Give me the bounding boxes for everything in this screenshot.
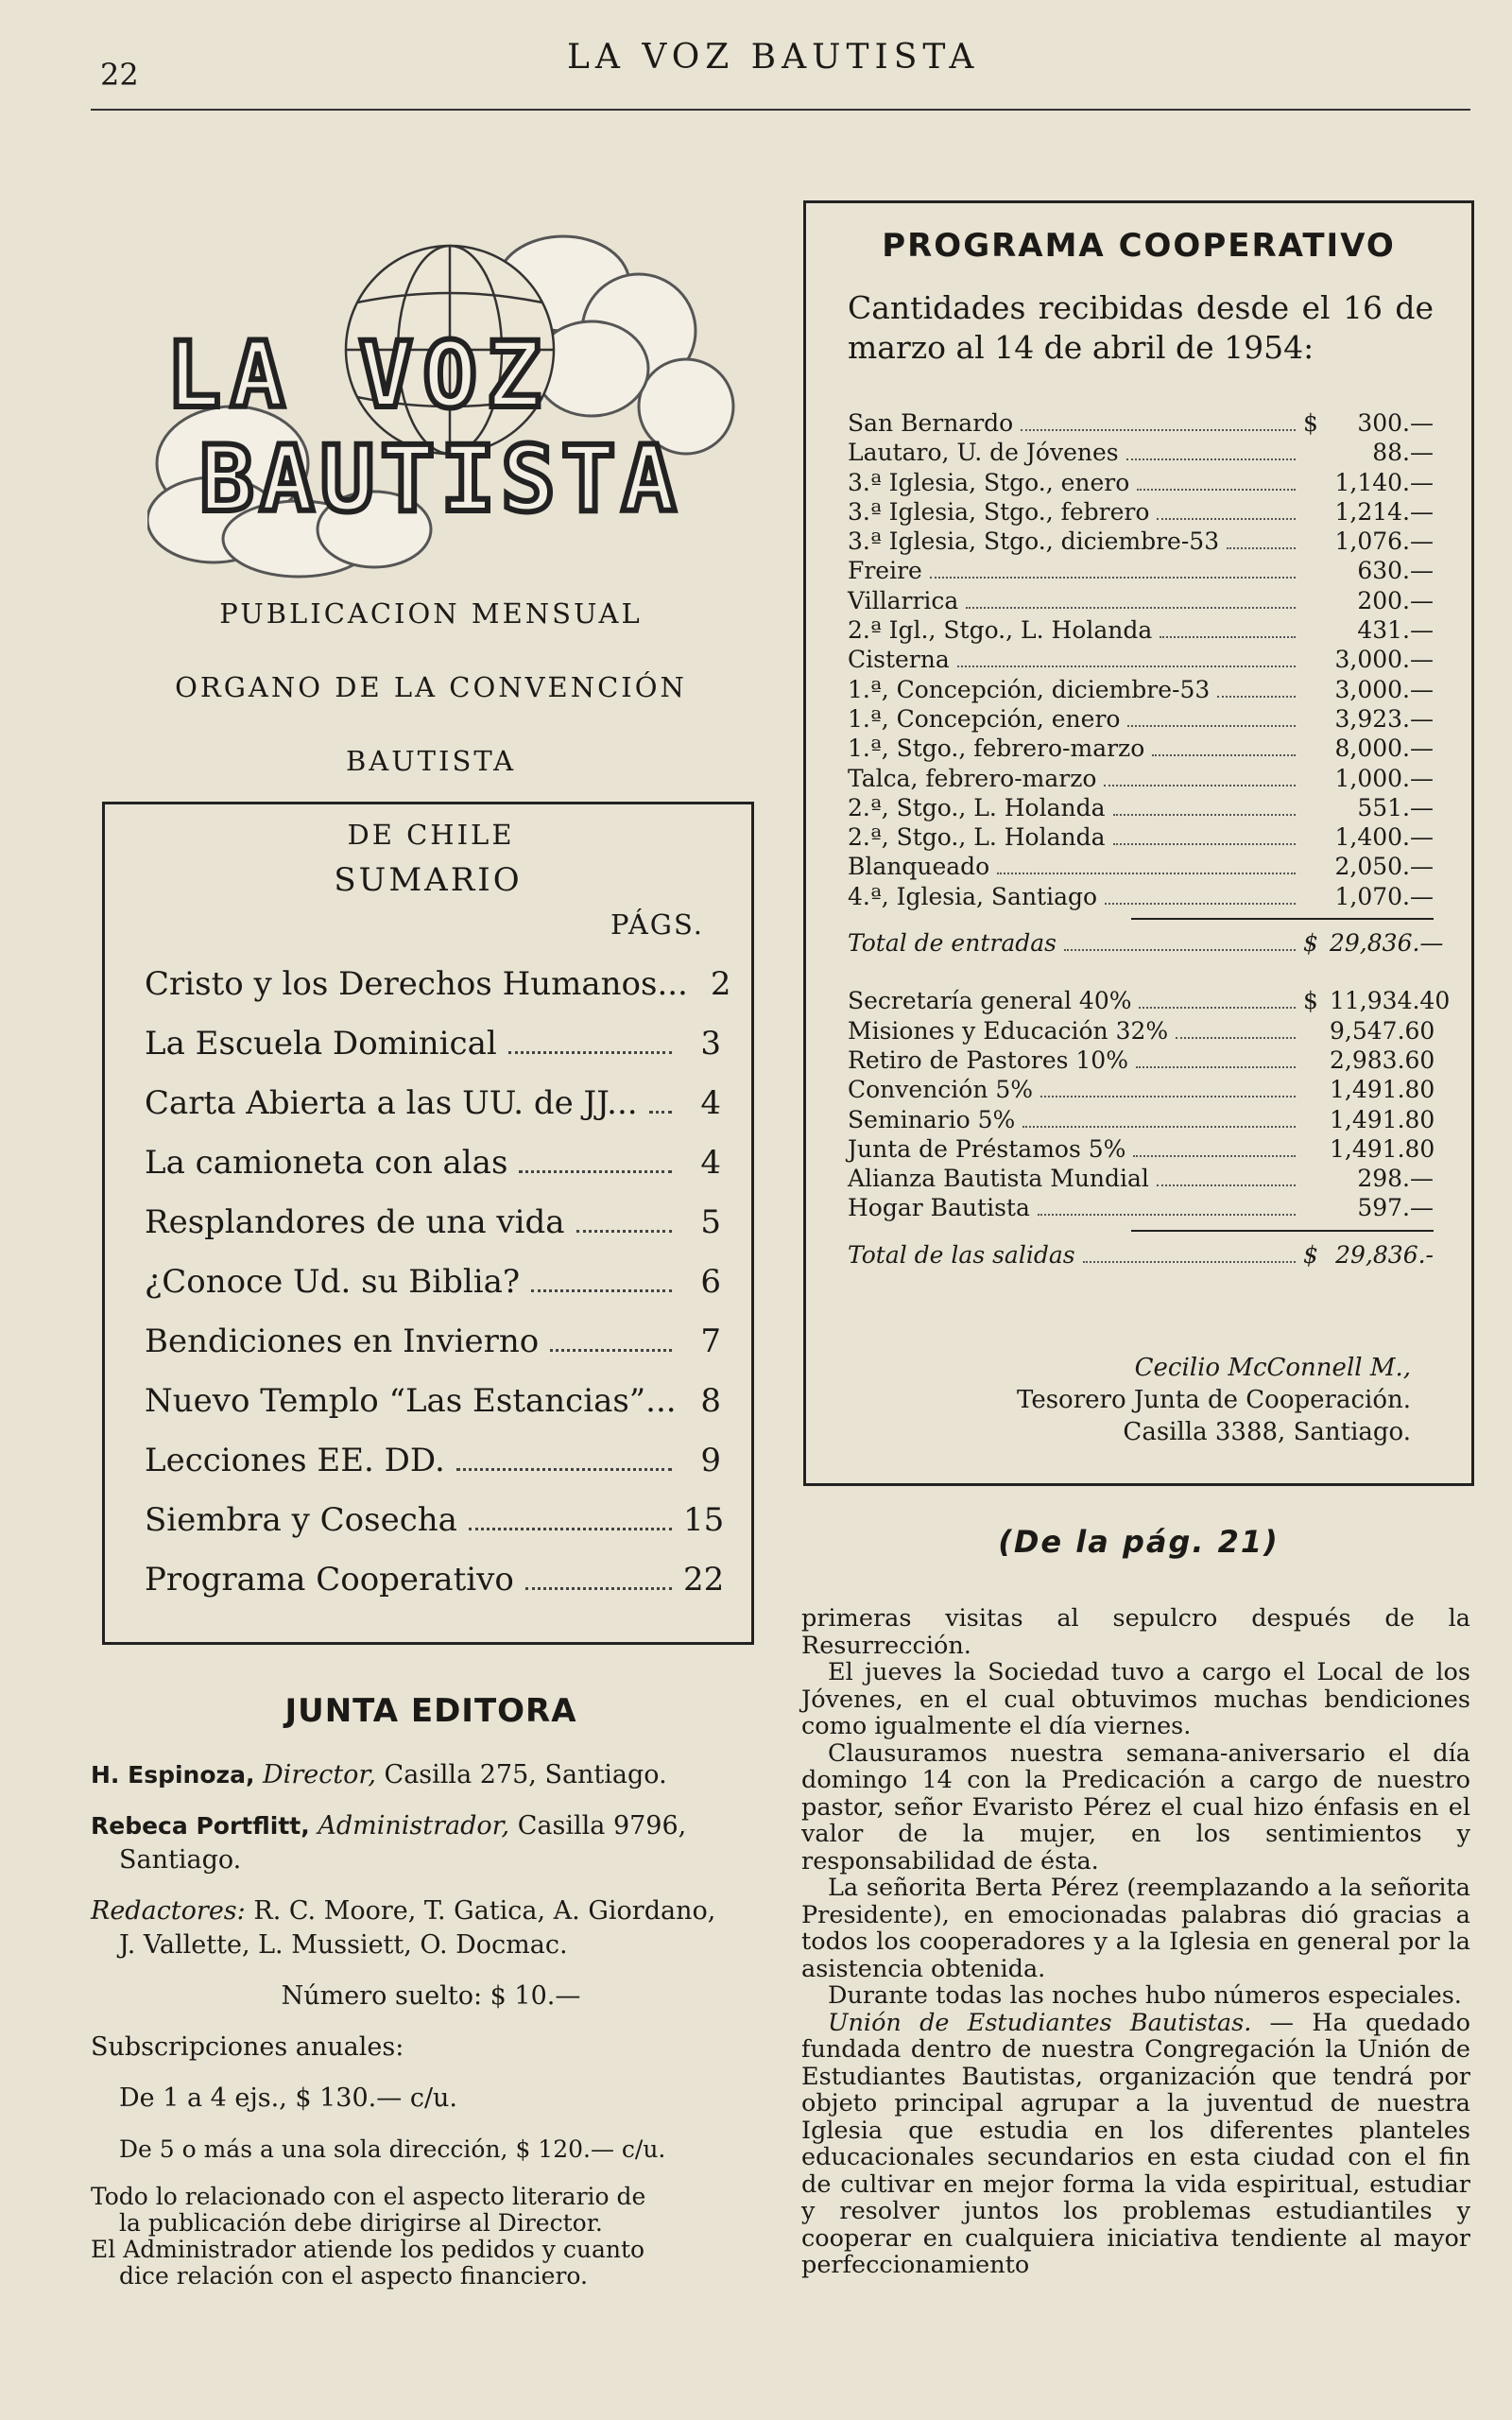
ledger-amount: 1,491.80	[1330, 1105, 1435, 1133]
ledger-amount: 2,983.60	[1330, 1046, 1435, 1074]
ledger-row	[848, 794, 1434, 823]
toc-item[interactable]	[145, 1084, 721, 1144]
article-subheading: Unión de Estudiantes Bautistas.	[828, 2008, 1252, 2037]
ledger-item-name: Total de las salidas	[848, 1240, 1075, 1269]
ledger-row	[848, 883, 1434, 912]
pages-label: PÁGS.	[610, 908, 704, 941]
ledger-row	[848, 1241, 1434, 1270]
note-admin-1: El Administrador atiende los pedidos y cuanto	[91, 2236, 645, 2263]
ledger-item-name: Cisterna	[848, 646, 950, 674]
ledger-item-name: 3.ª Iglesia, Stgo., febrero	[848, 497, 1150, 526]
ledger-item-name: Convención 5%	[848, 1076, 1034, 1104]
note-literary-2: la publicación debe dirigirse al Director.	[119, 2209, 603, 2237]
ledger-amount: 2,050.—	[1334, 853, 1434, 881]
toc-page: 4	[700, 1084, 721, 1122]
ledger-row	[848, 1076, 1434, 1105]
toc-item[interactable]	[145, 1203, 721, 1263]
ledger-amount: 1,214.—	[1334, 497, 1434, 526]
leader-dots	[1022, 1113, 1296, 1128]
ledger-row	[848, 1017, 1434, 1046]
ledger-row	[848, 987, 1451, 1016]
ledger-item-name: 3.ª Iglesia, Stgo., enero	[848, 468, 1130, 496]
ledger-item-name: Hogar Bautista	[848, 1194, 1030, 1222]
spacer	[848, 959, 1434, 987]
leader-dots	[469, 1509, 672, 1530]
currency-sign: $	[1303, 987, 1318, 1015]
subscription-rate-1: De 1 a 4 ejs., $ 130.— c/u.	[119, 2083, 458, 2113]
editors-names-2: J. Vallette, L. Mussiett, O. Docmac.	[119, 1930, 568, 1960]
leader-dots	[1105, 890, 1296, 905]
article-continuation	[801, 1605, 1470, 2279]
ledger-amount: 88.—	[1372, 439, 1434, 467]
ledger-item-name: Secretaría general 40%	[848, 987, 1132, 1015]
ledger-amount: 300.—	[1357, 409, 1434, 437]
organ-line-1: ORGANO DE LA CONVENCIÓN BAUTISTA	[175, 671, 687, 777]
ledger-row	[848, 557, 1434, 586]
leader-dots	[1021, 416, 1296, 431]
leader-dots	[531, 1270, 672, 1292]
currency-sign: $	[1303, 929, 1318, 958]
toc-item[interactable]	[145, 1561, 725, 1620]
toc-title: ¿Conoce Ud. su Biblia?	[145, 1263, 521, 1301]
leader-dots	[1113, 830, 1296, 845]
ledger-amount: 630.—	[1357, 557, 1434, 585]
sum-rule	[1131, 918, 1434, 920]
article-paragraph: Clausuramos nuestra semana-aniversario el día domingo 14 con la Predicación a cargo de nuestro pastor, señor Evaristo Pérez el cual hizo énfasis en el valor de la mujer, en los sentimientos y responsabilidad de ésta.	[801, 1738, 1470, 1876]
article-paragraph: El jueves la Sociedad tuvo a cargo el Local de los Jóvenes, en el cual obtuvimos muchas bendiciones como igualmente el día viernes.	[801, 1658, 1470, 1740]
continued-from: (De la pág. 21)	[998, 1524, 1280, 1560]
subscriptions-label: Subscripciones anuales:	[91, 2032, 404, 2062]
toc-page: 5	[700, 1203, 721, 1241]
toc-item[interactable]	[145, 1263, 721, 1322]
toc-page: 4	[700, 1144, 721, 1182]
ledger-row	[848, 823, 1434, 853]
toc-page: 15	[683, 1501, 725, 1539]
leader-dots	[1038, 1201, 1296, 1216]
ledger-item-name: Freire	[848, 557, 922, 585]
leader-dots	[1083, 1248, 1296, 1263]
admin-role: Administrador,	[318, 1811, 510, 1841]
leader-dots	[525, 1568, 672, 1590]
leader-dots	[550, 1330, 672, 1352]
leader-dots	[1127, 712, 1296, 727]
ledger-amount: 3,000.—	[1334, 646, 1434, 674]
toc-item[interactable]	[145, 1322, 721, 1382]
ledger-row	[848, 1046, 1434, 1076]
director-line	[91, 1758, 771, 1792]
leader-dots	[1157, 505, 1296, 520]
ledger-row	[848, 1135, 1434, 1165]
leader-dots	[576, 1211, 672, 1233]
ledger-row	[848, 527, 1434, 557]
ledger-amount: 1,000.—	[1334, 764, 1434, 792]
ledger-row	[848, 439, 1434, 468]
ledger-item-name: 2.ª, Stgo., L. Holanda	[848, 823, 1106, 852]
leader-dots	[997, 859, 1296, 874]
ledger-item-name: 2.ª, Stgo., L. Holanda	[848, 793, 1106, 821]
ledger-row	[848, 929, 1444, 959]
toc-item[interactable]	[145, 965, 731, 1025]
leader-dots	[930, 563, 1296, 579]
ledger-item-name: San Bernardo	[848, 409, 1014, 437]
leader-dots	[1133, 1142, 1296, 1157]
toc-item[interactable]	[145, 1442, 721, 1501]
leader-dots	[1113, 801, 1296, 816]
treasurer-signature	[901, 1352, 1411, 1448]
leader-dots	[1040, 1082, 1296, 1098]
ledger-amount: 431.—	[1357, 616, 1434, 645]
ledger-item-name: 1.ª, Concepción, enero	[848, 704, 1121, 733]
ledger-row	[848, 1106, 1434, 1135]
admin-address: Casilla 9796,	[517, 1811, 687, 1841]
ledger-item-name: Lautaro, U. de Jóvenes	[848, 439, 1119, 467]
leader-dots	[508, 1032, 672, 1054]
leader-dots	[1157, 1171, 1296, 1186]
ledger-item-name: Seminario 5%	[848, 1105, 1016, 1133]
ledger-item-name: 2.ª Igl., Stgo., L. Holanda	[848, 616, 1153, 645]
ledger-item-name: 1.ª, Stgo., febrero-marzo	[848, 735, 1145, 763]
ledger-row	[848, 646, 1434, 675]
toc-title: Carta Abierta a las UU. de JJ...	[145, 1084, 638, 1122]
editors-line	[91, 1894, 771, 1962]
toc-page: 22	[683, 1561, 725, 1599]
director-role: Director,	[263, 1760, 376, 1789]
ledger-row	[848, 498, 1434, 527]
toc-page: 8	[700, 1382, 721, 1420]
ledger-amount: 11,934.40	[1330, 987, 1451, 1015]
ledger-amount: 29,836.—	[1330, 929, 1444, 958]
leader-dots	[1104, 771, 1296, 786]
logo-line-1: LA VOZ	[166, 322, 551, 428]
leader-dots	[1176, 1024, 1296, 1039]
ledger-amount: 3,923.—	[1334, 704, 1434, 733]
toc-title: Nuevo Templo “Las Estancias”...	[145, 1382, 677, 1420]
toc-title: Programa Cooperativo	[145, 1561, 514, 1599]
ledger-row	[848, 676, 1434, 705]
leader-dots	[649, 1092, 672, 1114]
toc-title: La camioneta con alas	[145, 1144, 508, 1182]
leader-dots	[1227, 534, 1296, 549]
masthead-logo	[147, 227, 752, 586]
running-head: LA VOZ BAUTISTA	[567, 38, 980, 77]
cooperative-program-box	[803, 200, 1474, 1486]
article-paragraph: La señorita Berta Pérez (reemplazando a la señorita Presidente), en emocionadas palabras dió gracias a todos los cooperadores y a la Iglesia en general por la asistencia obtenida.	[801, 1874, 1470, 1983]
toc-title: Bendiciones en Invierno	[145, 1322, 540, 1360]
ledger-amount: 1,076.—	[1334, 527, 1434, 556]
editors-names-1: R. C. Moore, T. Gatica, A. Giordano,	[253, 1896, 716, 1926]
leader-dots	[519, 1151, 672, 1173]
toc-page: 2	[710, 965, 731, 1003]
ledger-row	[848, 1194, 1434, 1223]
ledger-amount: 1,491.80	[1330, 1076, 1435, 1104]
toc-page: 9	[700, 1442, 721, 1479]
treasurer-role: Tesorero Junta de Cooperación.	[1017, 1386, 1411, 1414]
leader-dots	[966, 594, 1296, 609]
ledger-row	[848, 616, 1434, 646]
note-literary-1: Todo lo relacionado con el aspecto literario de	[91, 2183, 646, 2210]
summary-box	[102, 802, 754, 1645]
leader-dots	[1126, 445, 1296, 460]
article-paragraph: primeras visitas al sepulcro después de la Resurrección.	[801, 1604, 1470, 1660]
currency-sign: $	[1303, 1240, 1318, 1269]
ledger-amount: 597.—	[1357, 1194, 1434, 1222]
toc-title: Resplandores de una vida	[145, 1203, 565, 1241]
ledger-row	[848, 735, 1434, 764]
cooperative-subtitle: Cantidades recibidas desde el 16 de marzo al 14 de abril de 1954:	[848, 289, 1434, 366]
article-paragraph	[801, 2010, 1470, 2279]
toc-item[interactable]	[145, 1501, 725, 1561]
page-number: 22	[100, 57, 139, 93]
leader-dots	[1064, 936, 1296, 951]
table-of-contents	[145, 965, 731, 1620]
ledger-amount: 29,836.-	[1335, 1240, 1434, 1269]
ledger-item-name: Talca, febrero-marzo	[848, 764, 1097, 792]
editors-label: Redactores:	[91, 1896, 246, 1926]
ledger-item-name: Junta de Préstamos 5%	[848, 1134, 1126, 1163]
ledger-amount: 200.—	[1357, 586, 1434, 614]
ledger-item-name: 3.ª Iglesia, Stgo., diciembre-53	[848, 527, 1220, 556]
leader-dots	[1152, 741, 1296, 756]
junta-editora	[91, 1758, 771, 2290]
toc-title: Siembra y Cosecha	[145, 1501, 457, 1539]
ledger-amount: 551.—	[1357, 793, 1434, 821]
ledger-amount: 9,547.60	[1330, 1016, 1435, 1045]
ledger-item-name: Alianza Bautista Mundial	[848, 1165, 1149, 1193]
article-paragraph: Durante todas las noches hubo números especiales.	[828, 1981, 1462, 2010]
ledger-row	[848, 469, 1434, 498]
ledger-amount: 8,000.—	[1334, 735, 1434, 763]
subscription-rate-2: De 5 o más a una sola dirección, $ 120.— c/u.	[119, 2135, 666, 2163]
organ-line-2: DE CHILE	[347, 819, 515, 851]
ledger-amount: 1,491.80	[1330, 1134, 1435, 1163]
leader-dots	[1136, 1053, 1296, 1068]
single-issue-price: Número suelto: $ 10.—	[281, 1981, 581, 2011]
ledger-row	[848, 587, 1434, 616]
leader-dots	[957, 652, 1296, 667]
director-name: H. Espinoza,	[91, 1761, 255, 1789]
director-address: Casilla 275, Santiago.	[384, 1760, 667, 1789]
leader-dots	[1160, 623, 1296, 638]
toc-item[interactable]	[145, 1025, 721, 1084]
leader-dots	[1137, 475, 1296, 491]
admin-line	[91, 1809, 771, 1877]
ledger-item-name: Total de entradas	[848, 929, 1057, 958]
cooperative-title: PROGRAMA COOPERATIVO	[882, 227, 1396, 265]
sum-rule	[1131, 1230, 1434, 1232]
admin-city: Santiago.	[119, 1845, 242, 1875]
ledger-row	[848, 409, 1434, 439]
ledger-row	[848, 705, 1434, 735]
ledger-row	[848, 853, 1434, 882]
ledger-row	[848, 1165, 1434, 1194]
ledger-item-name: 4.ª, Iglesia, Santiago	[848, 882, 1098, 910]
junta-title: JUNTA EDITORA	[284, 1692, 577, 1730]
logo-line-2: BAUTISTA	[199, 426, 682, 532]
publication-frequency: PUBLICACION MENSUAL	[219, 597, 643, 630]
summary-title: SUMARIO	[334, 861, 523, 899]
toc-item[interactable]	[145, 1382, 721, 1442]
leader-dots	[456, 1449, 672, 1471]
note-admin-2: dice relación con el aspecto financiero.	[119, 2262, 588, 2290]
ledger-item-name: Retiro de Pastores 10%	[848, 1046, 1128, 1074]
admin-name: Rebeca Portflitt,	[91, 1812, 310, 1840]
ledger-item-name: Villarrica	[848, 586, 959, 614]
toc-title: Cristo y los Derechos Humanos...	[145, 965, 688, 1003]
toc-item[interactable]	[145, 1144, 721, 1203]
header-rule	[91, 109, 1470, 111]
treasurer-name: Cecilio McConnell M.,	[1134, 1354, 1411, 1382]
toc-page: 7	[700, 1322, 721, 1360]
ledger-item-name: 1.ª, Concepción, diciembre-53	[848, 675, 1211, 703]
ledger-amount: 3,000.—	[1334, 675, 1434, 703]
leader-dots	[1217, 683, 1296, 698]
toc-page: 6	[700, 1263, 721, 1301]
ledger	[848, 409, 1451, 1270]
toc-page: 3	[700, 1025, 721, 1063]
currency-sign: $	[1303, 409, 1318, 437]
ledger-item-name: Blanqueado	[848, 853, 990, 881]
ledger-amount: 298.—	[1357, 1165, 1434, 1193]
ledger-amount: 1,400.—	[1334, 823, 1434, 852]
treasurer-address: Casilla 3388, Santiago.	[1123, 1418, 1411, 1446]
ledger-amount: 1,070.—	[1334, 882, 1434, 910]
leader-dots	[1139, 994, 1296, 1009]
toc-title: Lecciones EE. DD.	[145, 1442, 445, 1479]
ledger-item-name: Misiones y Educación 32%	[848, 1016, 1169, 1045]
ledger-amount: 1,140.—	[1334, 468, 1434, 496]
toc-title: La Escuela Dominical	[145, 1025, 497, 1063]
ledger-row	[848, 765, 1434, 794]
article-text: — Ha quedado fundada dentro de nuestra Congregación la Unión de Estudiantes Bautistas, organización que tendrá por objeto principal agrupar a la juventud de nuestra Iglesia que estudia en los diferentes planteles educacionales secundarios en esta ciudad con el fin de cultivar en mejor forma la vida espiritual, estudiar y resolver juntos los problemas estudiantiles y cooperar en cualquiera iniciativa tendiente al mayor perfeccionamiento	[801, 2008, 1470, 2279]
